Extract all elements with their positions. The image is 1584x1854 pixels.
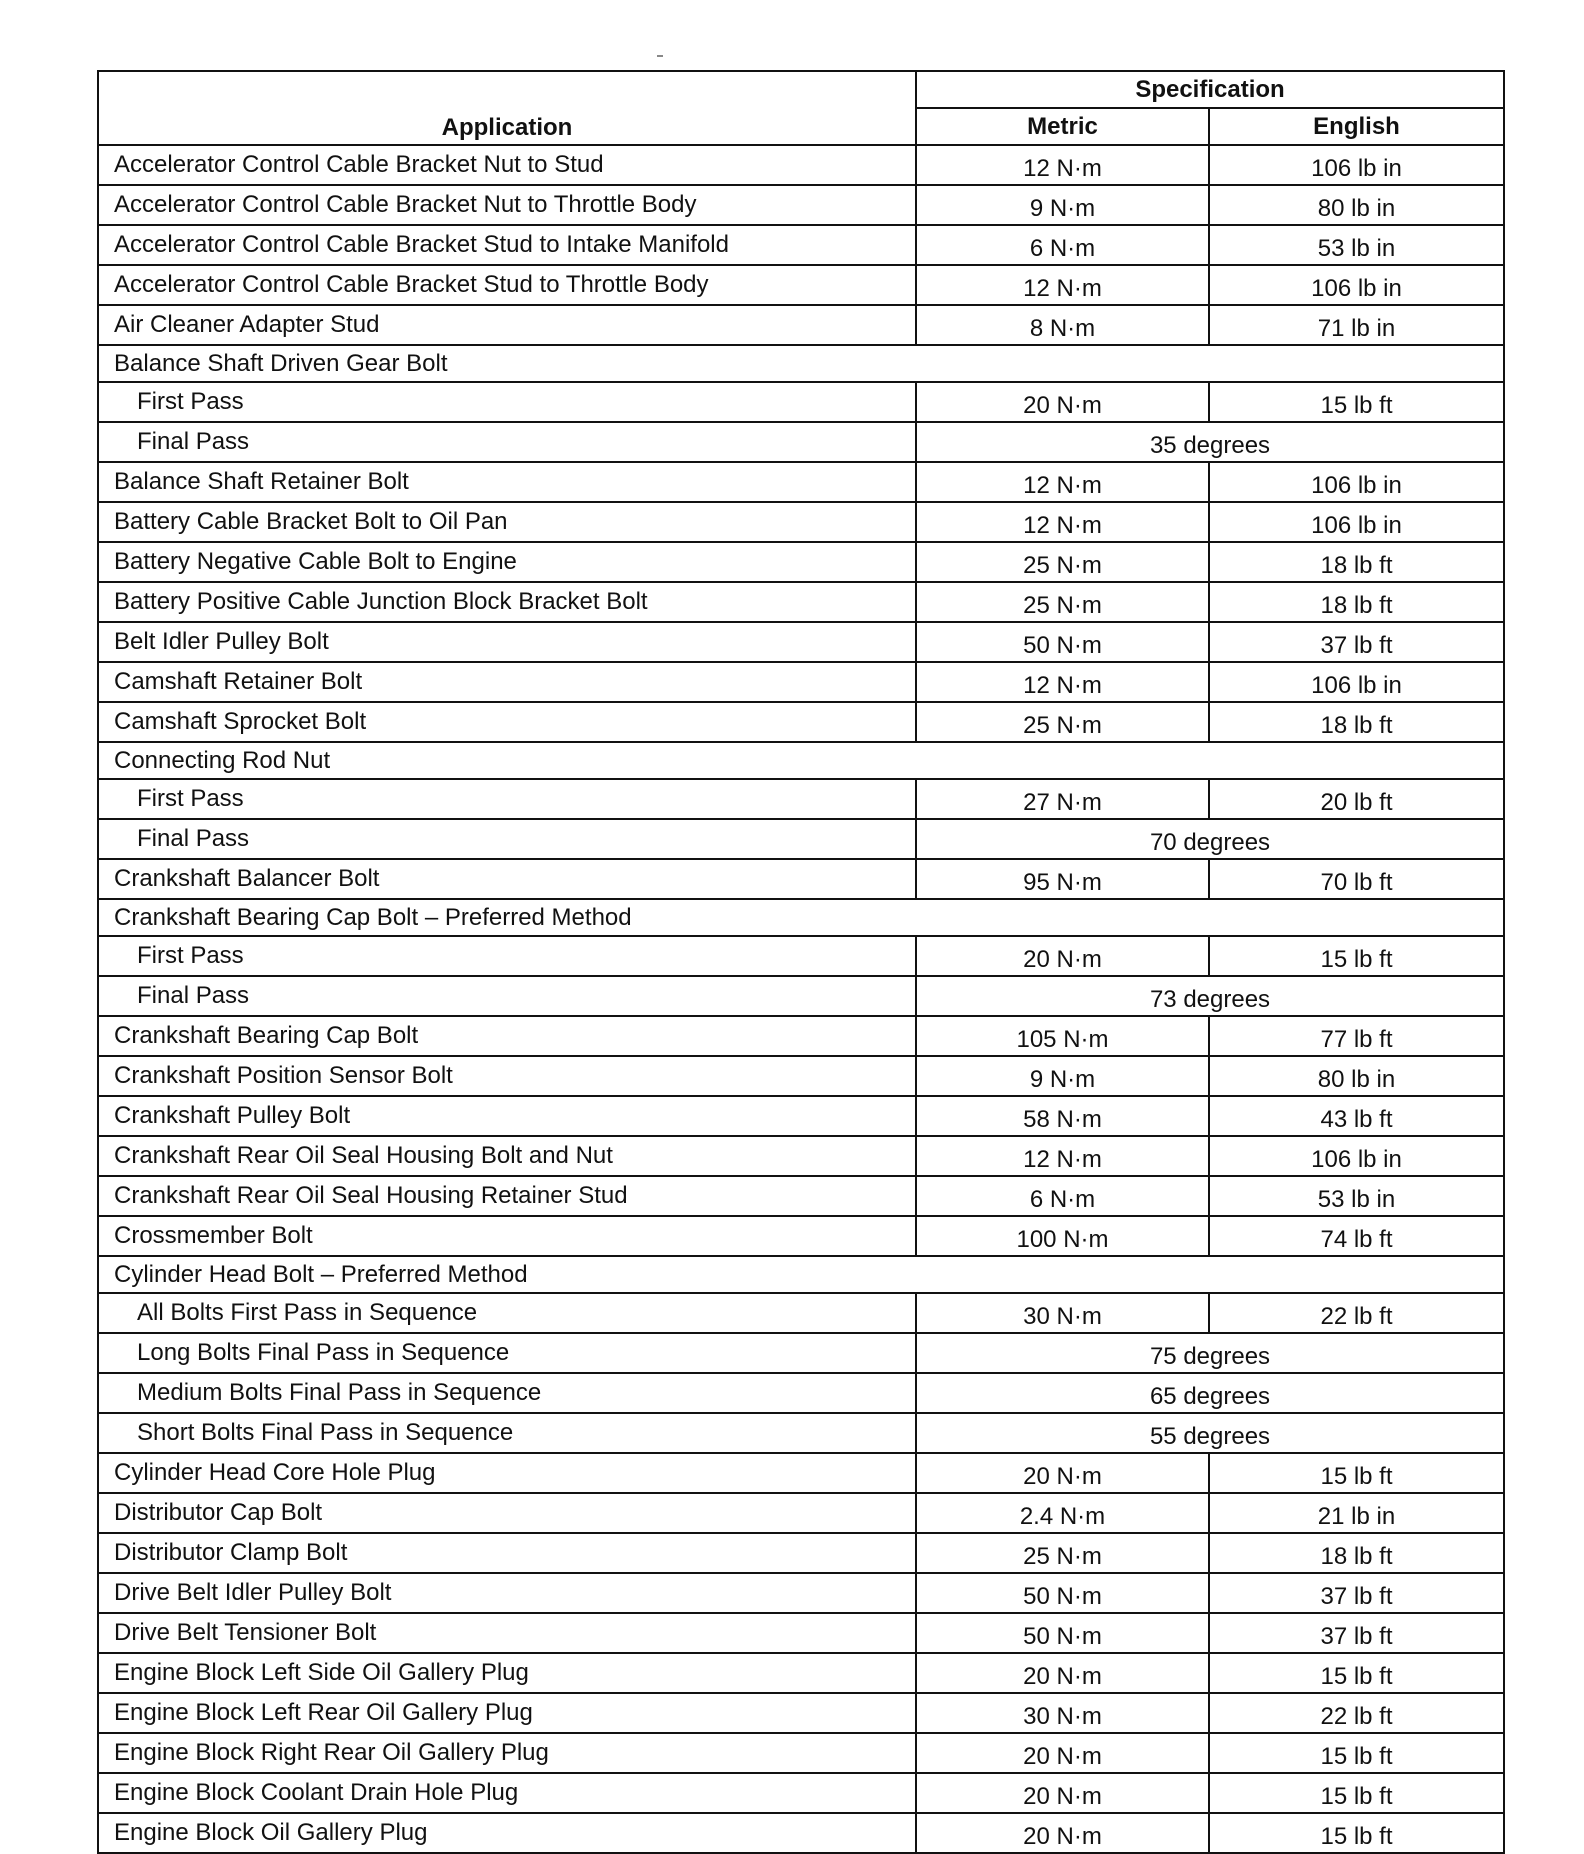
metric-cell: 50 N·m bbox=[916, 1613, 1209, 1653]
application-cell: Crankshaft Pulley Bolt bbox=[98, 1096, 916, 1136]
english-cell: 18 lb ft bbox=[1209, 1533, 1504, 1573]
table-body bbox=[98, 145, 1504, 1853]
metric-cell: 6 N·m bbox=[916, 225, 1209, 265]
application-cell: Crankshaft Balancer Bolt bbox=[98, 859, 916, 899]
english-cell: 53 lb in bbox=[1209, 1176, 1504, 1216]
english-cell: 106 lb in bbox=[1209, 502, 1504, 542]
metric-cell: 25 N·m bbox=[916, 702, 1209, 742]
english-cell: 53 lb in bbox=[1209, 225, 1504, 265]
table-row bbox=[98, 1413, 1504, 1453]
english-cell: 37 lb ft bbox=[1209, 1573, 1504, 1613]
specification-header: Specification bbox=[916, 71, 1504, 108]
table-row bbox=[98, 1653, 1504, 1693]
application-cell: Final Pass bbox=[98, 819, 916, 859]
table-row bbox=[98, 622, 1504, 662]
table-row bbox=[98, 145, 1504, 185]
table-row bbox=[98, 859, 1504, 899]
angle-spec-cell: 55 degrees bbox=[916, 1413, 1504, 1453]
application-cell: Belt Idler Pulley Bolt bbox=[98, 622, 916, 662]
english-cell: 18 lb ft bbox=[1209, 542, 1504, 582]
table-row bbox=[98, 542, 1504, 582]
metric-cell: 25 N·m bbox=[916, 582, 1209, 622]
application-cell: Camshaft Sprocket Bolt bbox=[98, 702, 916, 742]
application-cell: Air Cleaner Adapter Stud bbox=[98, 305, 916, 345]
table-row bbox=[98, 422, 1504, 462]
english-cell: 106 lb in bbox=[1209, 265, 1504, 305]
application-cell: Crankshaft Position Sensor Bolt bbox=[98, 1056, 916, 1096]
application-cell: First Pass bbox=[98, 382, 916, 422]
application-cell: Engine Block Coolant Drain Hole Plug bbox=[98, 1773, 916, 1813]
metric-cell: 27 N·m bbox=[916, 779, 1209, 819]
metric-cell: 12 N·m bbox=[916, 145, 1209, 185]
english-cell: 70 lb ft bbox=[1209, 859, 1504, 899]
table-row bbox=[98, 819, 1504, 859]
english-cell: 15 lb ft bbox=[1209, 936, 1504, 976]
table-row bbox=[98, 1613, 1504, 1653]
application-header: Application bbox=[98, 71, 916, 145]
metric-cell: 12 N·m bbox=[916, 662, 1209, 702]
metric-cell: 9 N·m bbox=[916, 185, 1209, 225]
english-cell: 15 lb ft bbox=[1209, 1813, 1504, 1853]
application-cell: Engine Block Left Rear Oil Gallery Plug bbox=[98, 1693, 916, 1733]
english-cell: 80 lb in bbox=[1209, 1056, 1504, 1096]
application-cell: Drive Belt Idler Pulley Bolt bbox=[98, 1573, 916, 1613]
group-heading: Cylinder Head Bolt – Preferred Method bbox=[98, 1256, 1504, 1293]
metric-cell: 12 N·m bbox=[916, 462, 1209, 502]
table-row bbox=[98, 1773, 1504, 1813]
metric-cell: 2.4 N·m bbox=[916, 1493, 1209, 1533]
table-row bbox=[98, 1016, 1504, 1056]
metric-cell: 20 N·m bbox=[916, 936, 1209, 976]
angle-spec-cell: 73 degrees bbox=[916, 976, 1504, 1016]
english-cell: 37 lb ft bbox=[1209, 622, 1504, 662]
table-row bbox=[98, 382, 1504, 422]
english-cell: 15 lb ft bbox=[1209, 1773, 1504, 1813]
metric-cell: 12 N·m bbox=[916, 1136, 1209, 1176]
metric-cell: 25 N·m bbox=[916, 1533, 1209, 1573]
application-cell: Accelerator Control Cable Bracket Nut to Throttle Body bbox=[98, 185, 916, 225]
table-row bbox=[98, 1293, 1504, 1333]
english-cell: 22 lb ft bbox=[1209, 1293, 1504, 1333]
table-row bbox=[98, 779, 1504, 819]
english-cell: 20 lb ft bbox=[1209, 779, 1504, 819]
table-row bbox=[98, 305, 1504, 345]
application-cell: Crankshaft Rear Oil Seal Housing Bolt and Nut bbox=[98, 1136, 916, 1176]
table-row bbox=[98, 265, 1504, 305]
metric-cell: 6 N·m bbox=[916, 1176, 1209, 1216]
metric-cell: 20 N·m bbox=[916, 1773, 1209, 1813]
english-cell: 71 lb in bbox=[1209, 305, 1504, 345]
table-row bbox=[98, 1693, 1504, 1733]
metric-cell: 30 N·m bbox=[916, 1693, 1209, 1733]
application-cell: Short Bolts Final Pass in Sequence bbox=[98, 1413, 916, 1453]
english-cell: 15 lb ft bbox=[1209, 1453, 1504, 1493]
application-cell: Medium Bolts Final Pass in Sequence bbox=[98, 1373, 916, 1413]
metric-cell: 20 N·m bbox=[916, 1733, 1209, 1773]
metric-cell: 50 N·m bbox=[916, 622, 1209, 662]
angle-spec-cell: 65 degrees bbox=[916, 1373, 1504, 1413]
metric-cell: 105 N·m bbox=[916, 1016, 1209, 1056]
metric-cell: 20 N·m bbox=[916, 382, 1209, 422]
table-row bbox=[98, 1256, 1504, 1293]
table-row bbox=[98, 899, 1504, 936]
table-row bbox=[98, 1493, 1504, 1533]
application-cell: Cylinder Head Core Hole Plug bbox=[98, 1453, 916, 1493]
table-row bbox=[98, 1813, 1504, 1853]
table-row bbox=[98, 1136, 1504, 1176]
english-cell: 106 lb in bbox=[1209, 145, 1504, 185]
english-cell: 74 lb ft bbox=[1209, 1216, 1504, 1256]
table-row bbox=[98, 1573, 1504, 1613]
application-cell: Engine Block Oil Gallery Plug bbox=[98, 1813, 916, 1853]
english-cell: 106 lb in bbox=[1209, 1136, 1504, 1176]
metric-cell: 8 N·m bbox=[916, 305, 1209, 345]
group-heading: Balance Shaft Driven Gear Bolt bbox=[98, 345, 1504, 382]
english-cell: 106 lb in bbox=[1209, 462, 1504, 502]
table-row bbox=[98, 1733, 1504, 1773]
application-cell: Long Bolts Final Pass in Sequence bbox=[98, 1333, 916, 1373]
metric-cell: 100 N·m bbox=[916, 1216, 1209, 1256]
metric-cell: 30 N·m bbox=[916, 1293, 1209, 1333]
application-cell: First Pass bbox=[98, 936, 916, 976]
table-row bbox=[98, 1056, 1504, 1096]
application-cell: Balance Shaft Retainer Bolt bbox=[98, 462, 916, 502]
table-row bbox=[98, 1533, 1504, 1573]
table-row bbox=[98, 1333, 1504, 1373]
application-cell: Crankshaft Bearing Cap Bolt bbox=[98, 1016, 916, 1056]
table-row bbox=[98, 662, 1504, 702]
english-cell: 22 lb ft bbox=[1209, 1693, 1504, 1733]
english-cell: 18 lb ft bbox=[1209, 702, 1504, 742]
table-row bbox=[98, 1453, 1504, 1493]
application-cell: Accelerator Control Cable Bracket Stud to Intake Manifold bbox=[98, 225, 916, 265]
application-cell: Battery Cable Bracket Bolt to Oil Pan bbox=[98, 502, 916, 542]
metric-cell: 58 N·m bbox=[916, 1096, 1209, 1136]
metric-cell: 12 N·m bbox=[916, 265, 1209, 305]
application-cell: Battery Positive Cable Junction Block Bracket Bolt bbox=[98, 582, 916, 622]
table-row bbox=[98, 582, 1504, 622]
english-cell: 18 lb ft bbox=[1209, 582, 1504, 622]
application-cell: Engine Block Left Side Oil Gallery Plug bbox=[98, 1653, 916, 1693]
angle-spec-cell: 70 degrees bbox=[916, 819, 1504, 859]
application-cell: Drive Belt Tensioner Bolt bbox=[98, 1613, 916, 1653]
metric-header: Metric bbox=[916, 108, 1209, 145]
metric-cell: 50 N·m bbox=[916, 1573, 1209, 1613]
metric-cell: 20 N·m bbox=[916, 1453, 1209, 1493]
metric-cell: 9 N·m bbox=[916, 1056, 1209, 1096]
english-cell: 15 lb ft bbox=[1209, 382, 1504, 422]
table-row bbox=[98, 462, 1504, 502]
table-row bbox=[98, 702, 1504, 742]
table-row bbox=[98, 225, 1504, 265]
english-cell: 80 lb in bbox=[1209, 185, 1504, 225]
english-cell: 43 lb ft bbox=[1209, 1096, 1504, 1136]
metric-cell: 20 N·m bbox=[916, 1653, 1209, 1693]
table-row bbox=[98, 936, 1504, 976]
table-header bbox=[98, 71, 1504, 145]
torque-spec-table bbox=[97, 70, 1505, 1854]
application-cell: Battery Negative Cable Bolt to Engine bbox=[98, 542, 916, 582]
metric-cell: 12 N·m bbox=[916, 502, 1209, 542]
application-cell: Camshaft Retainer Bolt bbox=[98, 662, 916, 702]
application-cell: Accelerator Control Cable Bracket Stud to Throttle Body bbox=[98, 265, 916, 305]
table-row bbox=[98, 742, 1504, 779]
table-row bbox=[98, 1176, 1504, 1216]
application-cell: Distributor Clamp Bolt bbox=[98, 1533, 916, 1573]
english-cell: 77 lb ft bbox=[1209, 1016, 1504, 1056]
table-row bbox=[98, 1373, 1504, 1413]
metric-cell: 95 N·m bbox=[916, 859, 1209, 899]
english-cell: 106 lb in bbox=[1209, 662, 1504, 702]
application-cell: All Bolts First Pass in Sequence bbox=[98, 1293, 916, 1333]
table-row bbox=[98, 502, 1504, 542]
angle-spec-cell: 35 degrees bbox=[916, 422, 1504, 462]
group-heading: Crankshaft Bearing Cap Bolt – Preferred Method bbox=[98, 899, 1504, 936]
application-cell: Accelerator Control Cable Bracket Nut to Stud bbox=[98, 145, 916, 185]
table-row bbox=[98, 1096, 1504, 1136]
application-cell: Crankshaft Rear Oil Seal Housing Retainer Stud bbox=[98, 1176, 916, 1216]
english-header: English bbox=[1209, 108, 1504, 145]
table-row bbox=[98, 185, 1504, 225]
english-cell: 15 lb ft bbox=[1209, 1733, 1504, 1773]
table-row bbox=[98, 345, 1504, 382]
group-heading: Connecting Rod Nut bbox=[98, 742, 1504, 779]
english-cell: 37 lb ft bbox=[1209, 1613, 1504, 1653]
table-row bbox=[98, 976, 1504, 1016]
application-cell: Final Pass bbox=[98, 976, 916, 1016]
english-cell: 15 lb ft bbox=[1209, 1653, 1504, 1693]
angle-spec-cell: 75 degrees bbox=[916, 1333, 1504, 1373]
application-cell: Crossmember Bolt bbox=[98, 1216, 916, 1256]
application-cell: Distributor Cap Bolt bbox=[98, 1493, 916, 1533]
application-cell: Final Pass bbox=[98, 422, 916, 462]
english-cell: 21 lb in bbox=[1209, 1493, 1504, 1533]
metric-cell: 25 N·m bbox=[916, 542, 1209, 582]
metric-cell: 20 N·m bbox=[916, 1813, 1209, 1853]
scan-speck bbox=[657, 55, 663, 57]
application-cell: Engine Block Right Rear Oil Gallery Plug bbox=[98, 1733, 916, 1773]
application-cell: First Pass bbox=[98, 779, 916, 819]
table-row bbox=[98, 1216, 1504, 1256]
